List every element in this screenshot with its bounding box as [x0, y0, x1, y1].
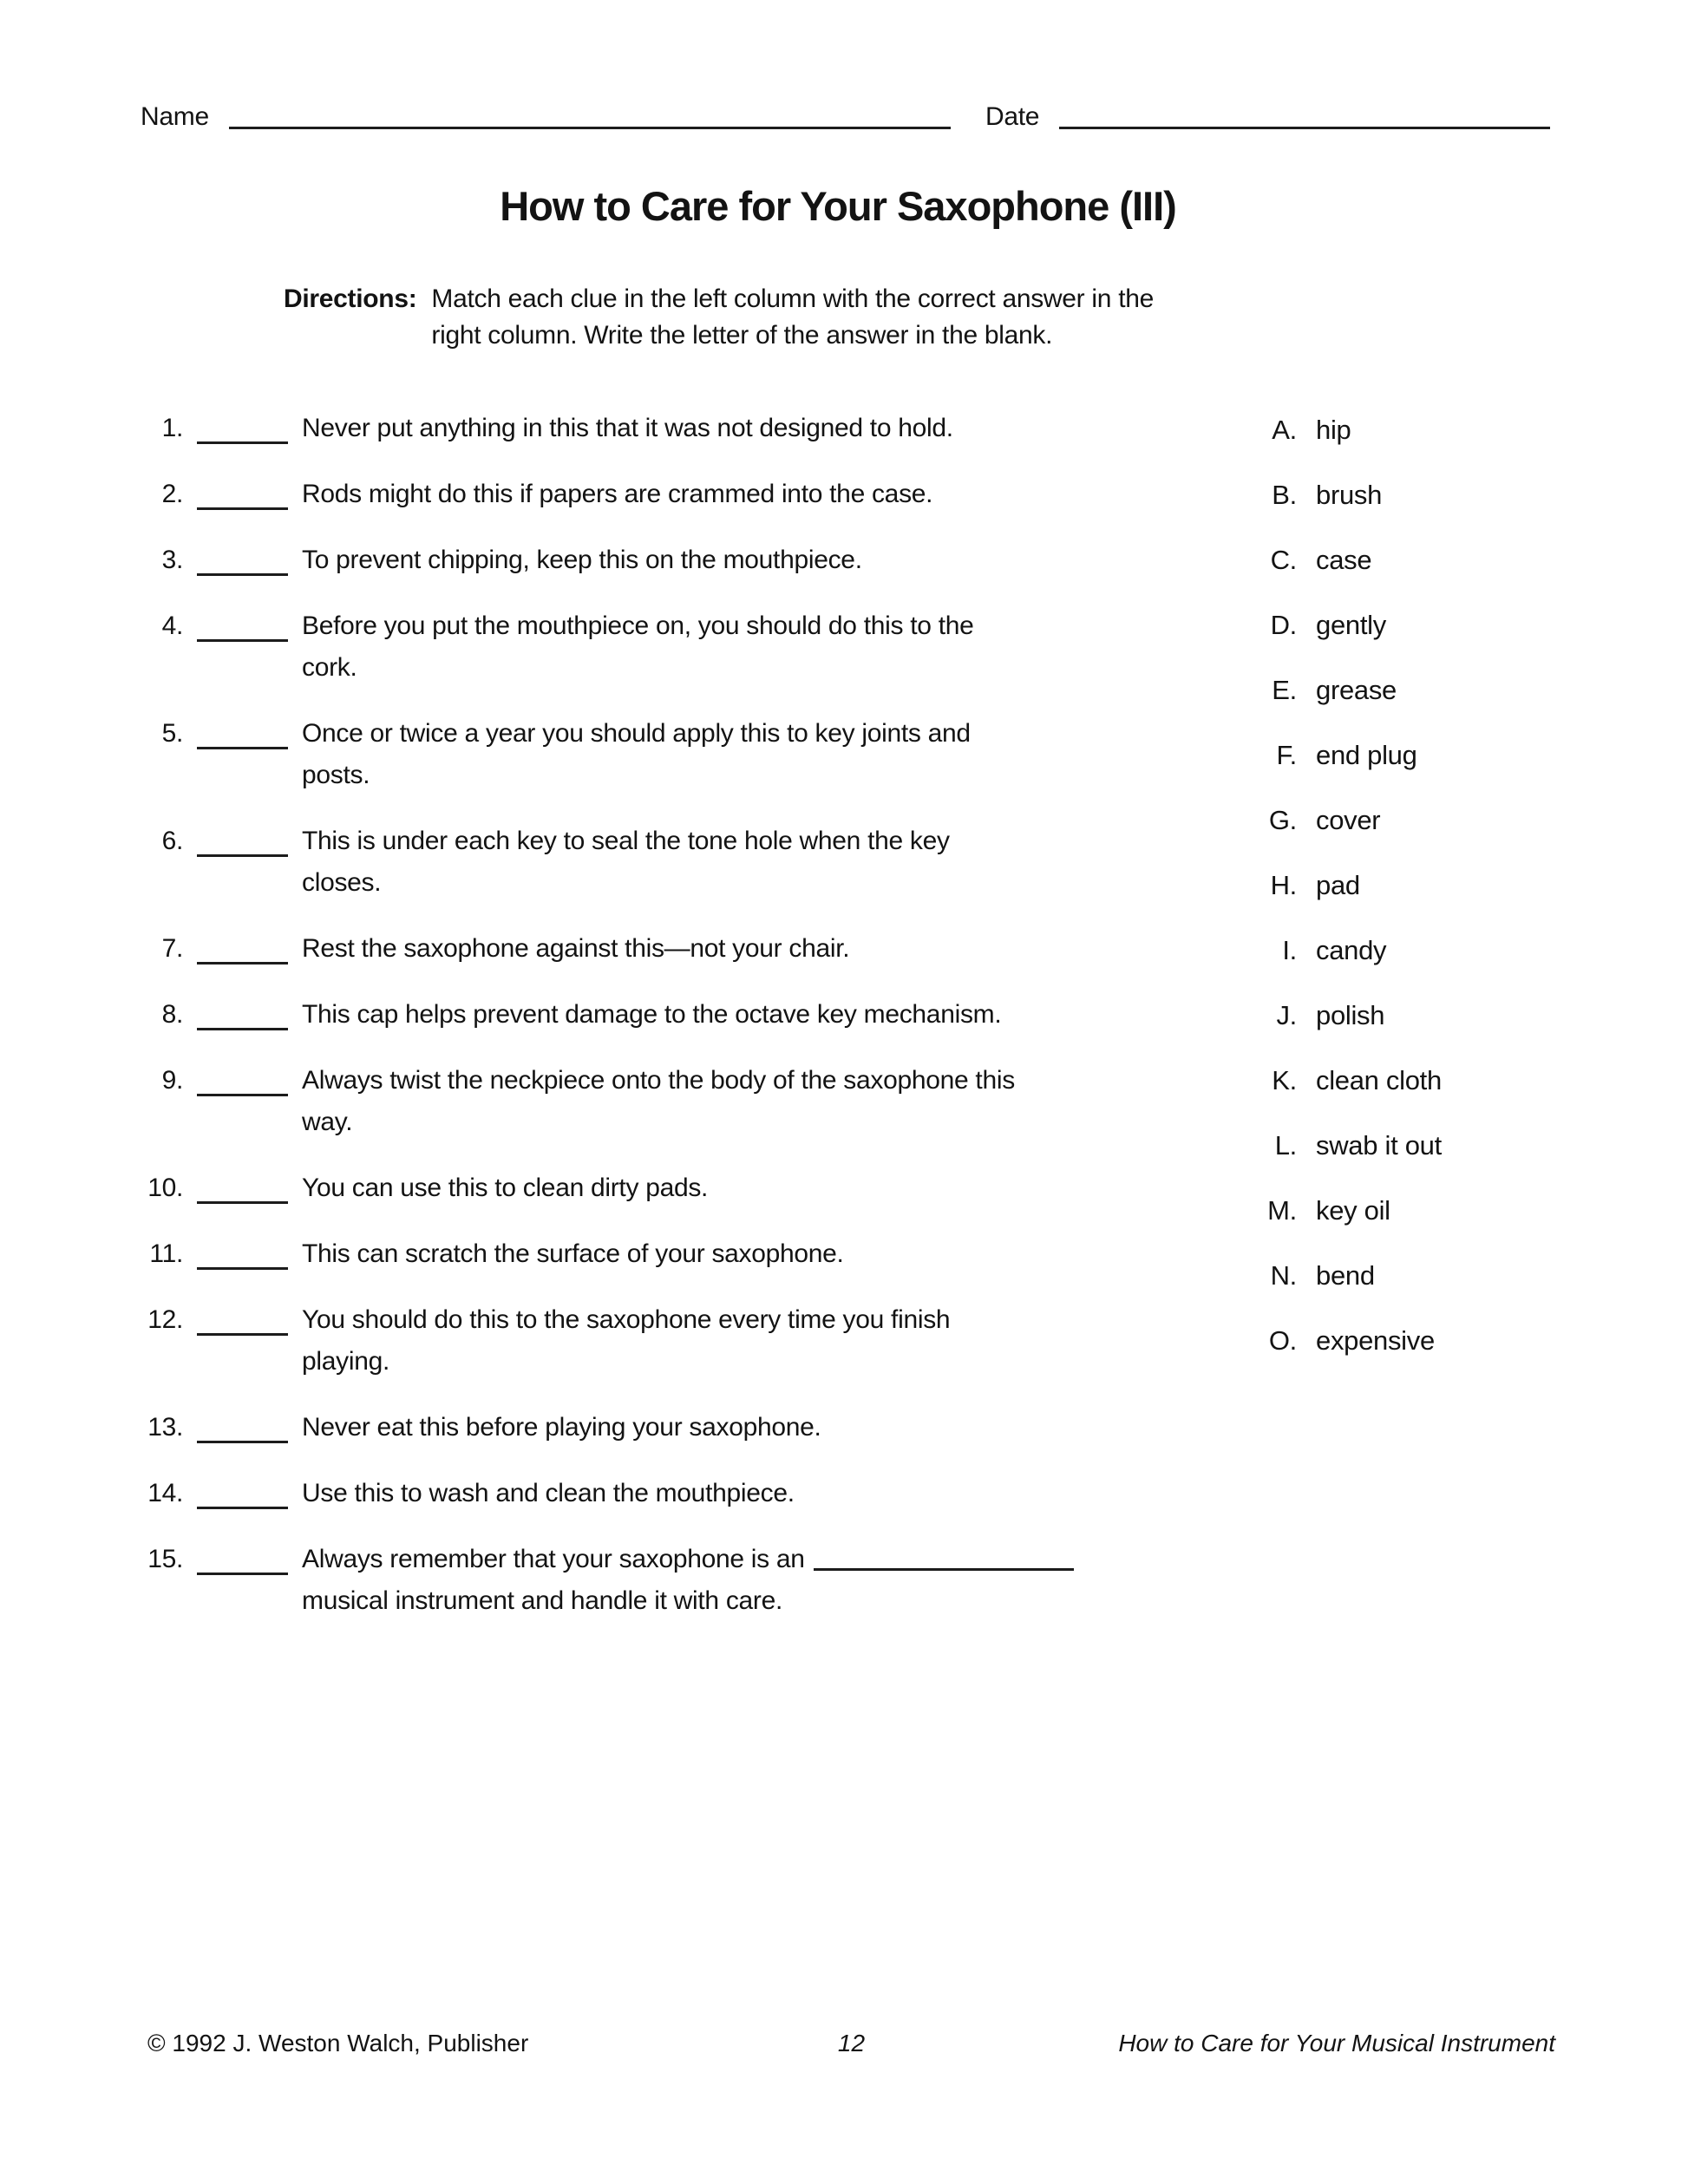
page-title: How to Care for Your Saxophone (III) — [500, 183, 1176, 229]
clue-row-9 — [143, 1060, 1219, 1143]
footer-copyright: © 1992 J. Weston Walch, Publisher — [147, 2030, 529, 2056]
clue-row-5 — [143, 713, 1219, 796]
answer-row-l — [1210, 1125, 1592, 1167]
answer-row-o — [1210, 1320, 1592, 1362]
clue-text — [302, 1060, 1015, 1143]
answer-text: grease — [1316, 675, 1397, 705]
clue-line1: This is under each key to seal the tone hole when the key — [302, 827, 950, 855]
clue-text — [302, 1473, 795, 1514]
answer-text: bend — [1316, 1260, 1375, 1291]
clue-line1: Once or twice a year you should apply this to key joints and — [302, 719, 971, 748]
clue-answer-blank[interactable] — [197, 821, 288, 857]
answer-row-f — [1210, 735, 1592, 776]
answer-text: pad — [1316, 870, 1360, 900]
answers-list — [1210, 409, 1592, 1385]
clue-answer-blank[interactable] — [197, 1473, 288, 1509]
clue-line1: To prevent chipping, keep this on the mouthpiece. — [302, 546, 862, 574]
clue-text — [302, 1233, 844, 1275]
clue-line1: Use this to wash and clean the mouthpiece. — [302, 1479, 795, 1507]
answer-row-a — [1210, 409, 1592, 451]
answer-letter: H. — [1270, 870, 1297, 900]
clue-number: 13. — [147, 1413, 183, 1442]
answer-text: cover — [1316, 805, 1381, 835]
clue-line1: Never put anything in this that it was not designed to hold. — [302, 414, 953, 442]
answer-text: expensive — [1316, 1325, 1435, 1356]
clue-number: 10. — [147, 1174, 183, 1202]
clue-answer-blank[interactable] — [197, 1060, 288, 1096]
clue-line1: This cap helps prevent damage to the octave key mechanism. — [302, 1000, 1002, 1029]
clue-text — [302, 994, 1001, 1036]
clue-number: 2. — [161, 480, 183, 508]
clue-line2: cork. — [302, 653, 357, 682]
clue-line1: Never eat this before playing your saxophone. — [302, 1413, 821, 1442]
clue-number: 5. — [161, 719, 183, 748]
clue-row-6 — [143, 821, 1219, 904]
clue-line1: You can use this to clean dirty pads. — [302, 1174, 709, 1202]
answer-letter: F. — [1276, 740, 1297, 770]
directions — [284, 281, 1154, 354]
clue-inline-fill-blank[interactable] — [814, 1539, 1074, 1571]
clue-line2: way. — [302, 1108, 353, 1136]
answer-row-h — [1210, 865, 1592, 906]
answer-letter: E. — [1272, 675, 1297, 705]
clue-text — [302, 928, 849, 970]
clue-text — [302, 539, 862, 581]
name-label: Name — [141, 102, 209, 131]
directions-text — [431, 281, 1154, 354]
clue-row-14 — [143, 1473, 1219, 1514]
answer-letter: O. — [1268, 1325, 1297, 1356]
clue-answer-blank[interactable] — [197, 1167, 288, 1204]
clue-text — [302, 605, 974, 689]
clue-line1: Always remember that your saxophone is an — [302, 1545, 805, 1573]
answer-letter: B. — [1272, 480, 1297, 510]
clue-text — [302, 474, 932, 515]
answer-text: swab it out — [1316, 1130, 1442, 1161]
clue-answer-blank[interactable] — [197, 713, 288, 749]
clue-number: 12. — [147, 1305, 183, 1334]
clue-number: 3. — [161, 546, 183, 574]
clue-row-12 — [143, 1299, 1219, 1383]
clue-text — [302, 1299, 950, 1383]
answer-row-i — [1210, 930, 1592, 971]
clue-row-15 — [143, 1539, 1219, 1622]
clue-answer-blank[interactable] — [197, 1233, 288, 1270]
answer-text: key oil — [1316, 1195, 1390, 1226]
answer-row-j — [1210, 995, 1592, 1036]
clue-text — [302, 1407, 821, 1448]
clue-line2: musical instrument and handle it with care. — [302, 1586, 783, 1615]
answer-row-g — [1210, 800, 1592, 841]
clue-row-13 — [143, 1407, 1219, 1448]
directions-line1: Match each clue in the left column with the correct answer in the — [431, 284, 1154, 313]
clue-number: 11. — [149, 1239, 183, 1268]
answer-text: end plug — [1316, 740, 1417, 770]
answer-row-k — [1210, 1060, 1592, 1102]
clues-list — [143, 408, 1219, 1646]
answer-letter: G. — [1268, 805, 1297, 835]
clue-number: 7. — [161, 934, 183, 963]
clue-answer-blank[interactable] — [197, 605, 288, 642]
clue-number: 8. — [161, 1000, 183, 1029]
clue-line1: Always twist the neckpiece onto the body of the saxophone this — [302, 1066, 1015, 1095]
footer-page-number: 12 — [837, 2030, 866, 2056]
answer-row-n — [1210, 1255, 1592, 1297]
clue-answer-blank[interactable] — [197, 1407, 288, 1443]
answer-text: candy — [1316, 935, 1387, 965]
directions-label: Directions: — [284, 284, 417, 313]
answer-letter: M. — [1267, 1195, 1297, 1226]
clue-line1: Rods might do this if papers are crammed into the case. — [302, 480, 933, 508]
clue-answer-blank[interactable] — [197, 994, 288, 1030]
answer-letter: N. — [1270, 1260, 1297, 1291]
answer-text: clean cloth — [1316, 1065, 1442, 1095]
date-label: Date — [985, 102, 1040, 131]
clue-answer-blank[interactable] — [197, 474, 288, 510]
answer-letter: L. — [1274, 1130, 1297, 1161]
name-blank-line[interactable] — [229, 127, 951, 129]
answer-letter: J. — [1276, 1000, 1297, 1030]
clue-row-8 — [143, 994, 1219, 1036]
date-blank-line[interactable] — [1059, 127, 1550, 129]
answer-text: polish — [1316, 1000, 1385, 1030]
clue-answer-blank[interactable] — [197, 928, 288, 964]
clue-row-4 — [143, 605, 1219, 689]
answer-text: brush — [1316, 480, 1383, 510]
clue-row-10 — [143, 1167, 1219, 1209]
clue-number: 6. — [161, 827, 183, 855]
clue-number: 4. — [161, 611, 183, 640]
clue-line1: This can scratch the surface of your saxophone. — [302, 1239, 844, 1268]
clue-answer-blank[interactable] — [197, 1299, 288, 1336]
clue-row-2 — [143, 474, 1219, 515]
clue-answer-blank[interactable] — [197, 408, 288, 444]
clue-row-7 — [143, 928, 1219, 970]
clue-line1: Before you put the mouthpiece on, you should do this to the — [302, 611, 974, 640]
answer-letter: A. — [1272, 415, 1297, 445]
answer-text: case — [1316, 545, 1372, 575]
clue-text — [302, 1167, 708, 1209]
clue-number: 14. — [147, 1479, 183, 1507]
directions-line2: right column. Write the letter of the answer in the blank. — [431, 321, 1053, 350]
answer-row-m — [1210, 1190, 1592, 1232]
clue-line2: posts. — [302, 761, 370, 789]
clue-text — [302, 713, 971, 796]
clue-line2: closes. — [302, 868, 382, 897]
clue-number: 9. — [161, 1066, 183, 1095]
footer-book-title: How to Care for Your Musical Instrument — [1118, 2030, 1555, 2056]
answer-letter: D. — [1270, 610, 1297, 640]
clue-line1: Rest the saxophone against this—not your chair. — [302, 934, 850, 963]
answer-row-b — [1210, 474, 1592, 516]
footer — [147, 2030, 1555, 2064]
clue-row-3 — [143, 539, 1219, 581]
answer-text: hip — [1316, 415, 1351, 445]
answer-text: gently — [1316, 610, 1386, 640]
clue-row-1 — [143, 408, 1219, 449]
answer-row-e — [1210, 670, 1592, 711]
answer-row-d — [1210, 605, 1592, 646]
answer-letter: C. — [1270, 545, 1297, 575]
clue-line2: playing. — [302, 1347, 390, 1376]
answer-row-c — [1210, 539, 1592, 581]
clue-text — [302, 821, 950, 904]
clue-number: 1. — [161, 414, 183, 442]
clue-answer-blank[interactable] — [197, 1539, 288, 1575]
clue-answer-blank[interactable] — [197, 539, 288, 576]
answer-letter: K. — [1272, 1065, 1297, 1095]
clue-number: 15. — [147, 1545, 183, 1573]
clue-row-11 — [143, 1233, 1219, 1275]
answer-letter: I. — [1282, 935, 1297, 965]
clue-text — [302, 1539, 1074, 1622]
clue-line1: You should do this to the saxophone every time you finish — [302, 1305, 951, 1334]
clue-text — [302, 408, 953, 449]
